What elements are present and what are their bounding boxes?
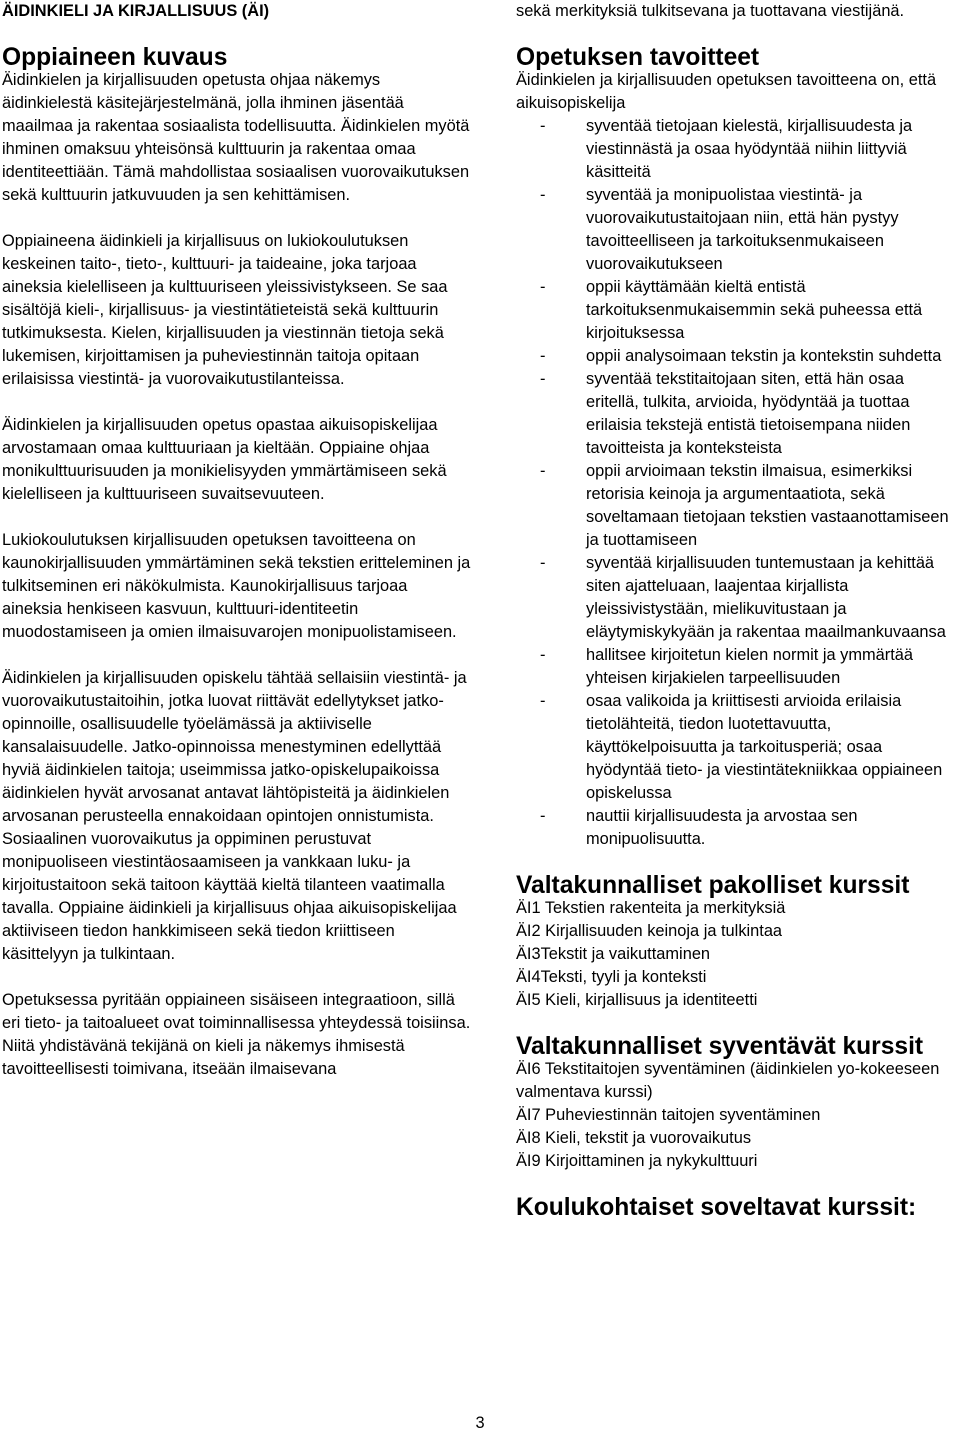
dash-bullet: - [540,347,546,365]
course-item: ÄI4Teksti, tyyli ja konteksti [516,968,707,986]
description-paragraph-2: Oppiaineena äidinkieli ja kirjallisuus on lukiokoulutuksen keskeinen taito-, tieto-, kulttuuri- ja taideaine, joka tarjoaa aineksia kielelliseen ja kulttuuriseen yleissivistykseen. Se saa sisältöjä kieli-, kirjallisuus- ja viestintätieteistä sekä kulttuurin tutkimuksesta. Kielen, kirjallisuuden ja viestinnän tietoja sekä lukemisen, kirjoittamisen ja puheviestinnän taitoja opitaan erilaisissa viestintä- ja vuorovaikutustilanteissa. [2,232,448,388]
advanced-courses-heading: Valtakunnalliset syventävät kurssit [516,1033,924,1060]
goal-item [516,552,960,644]
right-column [516,0,960,1219]
goals-intro: Äidinkielen ja kirjallisuuden opetuksen tavoitteena on, että aikuisopiskelija [516,71,937,112]
course-item: ÄI5 Kieli, kirjallisuus ja identiteetti [516,991,758,1009]
spacer [516,1012,960,1035]
goal-text: oppii analysoimaan tekstin ja kontekstin suhdetta [586,347,942,365]
course-item: ÄI1 Tekstien rakenteita ja merkityksiä [516,899,786,917]
dash-bullet: - [540,278,546,296]
goal-item [516,276,960,345]
dash-bullet: - [540,462,546,480]
goal-item [516,460,960,552]
mandatory-courses-list [516,897,960,1012]
description-paragraph-1: Äidinkielen ja kirjallisuuden opetusta ohjaa näkemys äidinkielestä käsitejärjestelmänä, jolla ihminen jäsentää maailmaa ja rakentaa sosiaalista todellisuutta. Äidinkielen myötä ihminen omaksuu yhteisönsä kulttuurin ja rakentaa omaa identiteettiään. Tämä mahdollistaa sosiaalisen vuorovaikutuksen sekä kulttuurin jatkuvuuden ja sen kehittämisen. [2,71,470,204]
course-item: ÄI3Tekstit ja vaikuttaminen [516,945,711,963]
goal-text: nauttii kirjallisuudesta ja arvostaa sen monipuolisuutta. [586,807,858,848]
goal-text: syventää tietojaan kielestä, kirjallisuudesta ja viestinnästä ja osaa hyödyntää niihin liittyviä käsitteitä [586,117,913,181]
goal-item [516,368,960,460]
dash-bullet: - [540,692,546,710]
goals-heading: Opetuksen tavoitteet [516,44,760,71]
goal-item [516,644,960,690]
spacer [516,1173,960,1196]
left-column [2,0,472,1104]
document-title: ÄIDINKIELI JA KIRJALLISUUS (ÄI) [2,2,270,20]
dash-bullet: - [540,117,546,135]
goal-item [516,345,960,368]
description-paragraph-3: Äidinkielen ja kirjallisuuden opetus opastaa aikuisopiskelijaa arvostamaan omaa kulttuuriaan ja kieltään. Oppiaine ohjaa monikulttuurisuuden ja monikielisyyden ymmärtämiseen sekä kielelliseen ja kulttuuriseen suvaitsevuuteen. [2,416,447,503]
description-paragraph-4: Lukiokoulutuksen kirjallisuuden opetuksen tavoitteena on kaunokirjallisuuden ymmärtäminen sekä tekstien eritteleminen ja tulkitseminen eri näkökulmista. Kaunokirjallisuus tarjoaa aineksia henkiseen kasvuun, kulttuuri-identiteetin muodostamiseen ja omien ilmaisuvarojen monipuolistamiseen. [2,531,471,641]
course-item: ÄI2 Kirjallisuuden keinoja ja tulkintaa [516,922,783,940]
dash-bullet: - [540,370,546,388]
goal-text: oppii käyttämään kieltä entistä tarkoituksenmukaisemmin sekä puheessa että kirjoituksessa [586,278,923,342]
dash-bullet: - [540,807,546,825]
dash-bullet: - [540,186,546,204]
course-item: ÄI9 Kirjoittaminen ja nykykulttuuri [516,1152,758,1170]
description-paragraph-6-continued: sekä merkityksiä tulkitsevana ja tuottavana viestijänä. [516,2,905,20]
dash-bullet: - [540,554,546,572]
goal-text: syventää kirjallisuuden tuntemustaan ja kehittää siten ajatteluaan, laajentaa kirjallista yleissivistystään, mielikuvitustaan ja eläytymiskykyään ja rakentaa maailmankuvaansa [586,554,946,641]
dash-bullet: - [540,646,546,664]
goal-text: oppii arvioimaan tekstin ilmaisua, esimerkiksi retorisia keinoja ja argumentaatiota, sekä soveltamaan tietojaan tekstien vastaanottamiseen ja tuottamiseen [586,462,949,549]
goal-text: syventää tekstitaitojaan siten, että hän osaa eritellä, tulkita, arvioida, hyödyntää ja tuottaa erilaisia tekstejä entistä tietoisempana niiden tavoitteista ja konteksteista [586,370,911,457]
mandatory-courses-heading: Valtakunnalliset pakolliset kurssit [516,872,910,899]
goal-text: hallitsee kirjoitetun kielen normit ja ymmärtää yhteisen kirjakielen tarpeellisuuden [586,646,914,687]
goals-list [516,115,960,851]
goal-item [516,115,960,184]
spacer [516,851,960,874]
goal-item [516,184,960,276]
course-item: ÄI7 Puheviestinnän taitojen syventäminen [516,1106,821,1124]
goal-item [516,690,960,805]
description-paragraph-5: Äidinkielen ja kirjallisuuden opiskelu tähtää sellaisiin viestintä- ja vuorovaikutustaitoihin, jotka luovat riittävät edellytykset jatko-opinnoille, osallisuudelle työelämässä ja aktiiviselle kansalaisuudelle. Jatko-opinnoissa menestyminen edellyttää hyviä äidinkielen taitoja; useimmissa jatko-opiskelupaikoissa äidinkielen hyvät arvosanat antavat lähtöpisteitä ja äidinkielen arvosanan perusteella ennakoidaan opintojen onnistumista. Sosiaalinen vuorovaikutus ja oppiminen perustuvat monipuoliseen viestintäosaamiseen ja vankkaan luku- ja kirjoitustaitoon sekä taitoon käyttää kieltä tilanteen vaatimalla tavalla. Oppiaine äidinkieli ja kirjallisuus ohjaa aikuisopiskelijaa aktiiviseen tiedon hankkimiseen sekä tiedon kriittiseen käsittelyyn ja tulkintaan. [2,669,467,963]
spacer [2,23,472,46]
school-courses-heading: Koulukohtaiset soveltavat kurssit: [516,1194,917,1221]
description-heading: Oppiaineen kuvaus [2,44,228,71]
goal-item [516,805,960,851]
advanced-courses-list [516,1058,960,1173]
goal-text: osaa valikoida ja kriittisesti arvioida erilaisia tietolähteitä, tiedon luotettavuutta, käyttökelpoisuutta ja tarkoitusperiä; osaa hyödyntää tieto- ja viestintätekniikkaa oppiaineen opiskelussa [586,692,943,802]
description-paragraph-6: Opetuksessa pyritään oppiaineen sisäiseen integraatioon, sillä eri tieto- ja taitoalueet ovat toiminnallisessa yhteydessä toisiinsa. Niitä yhdistävänä tekijänä on kieli ja näkemys ihmisestä tavoitteellisesti toimivana, itseään ilmaisevana [2,991,471,1078]
course-item: ÄI8 Kieli, tekstit ja vuorovaikutus [516,1129,752,1147]
course-item: ÄI6 Tekstitaitojen syventäminen (äidinkielen yo-kokeeseen valmentava kurssi) [516,1060,940,1101]
page-number: 3 [475,1414,485,1432]
goal-text: syventää ja monipuolistaa viestintä- ja vuorovaikutustaitojaan niin, että hän pystyy tavoitteelliseen ja tarkoituksenmukaiseen vuorovaikutukseen [586,186,899,273]
